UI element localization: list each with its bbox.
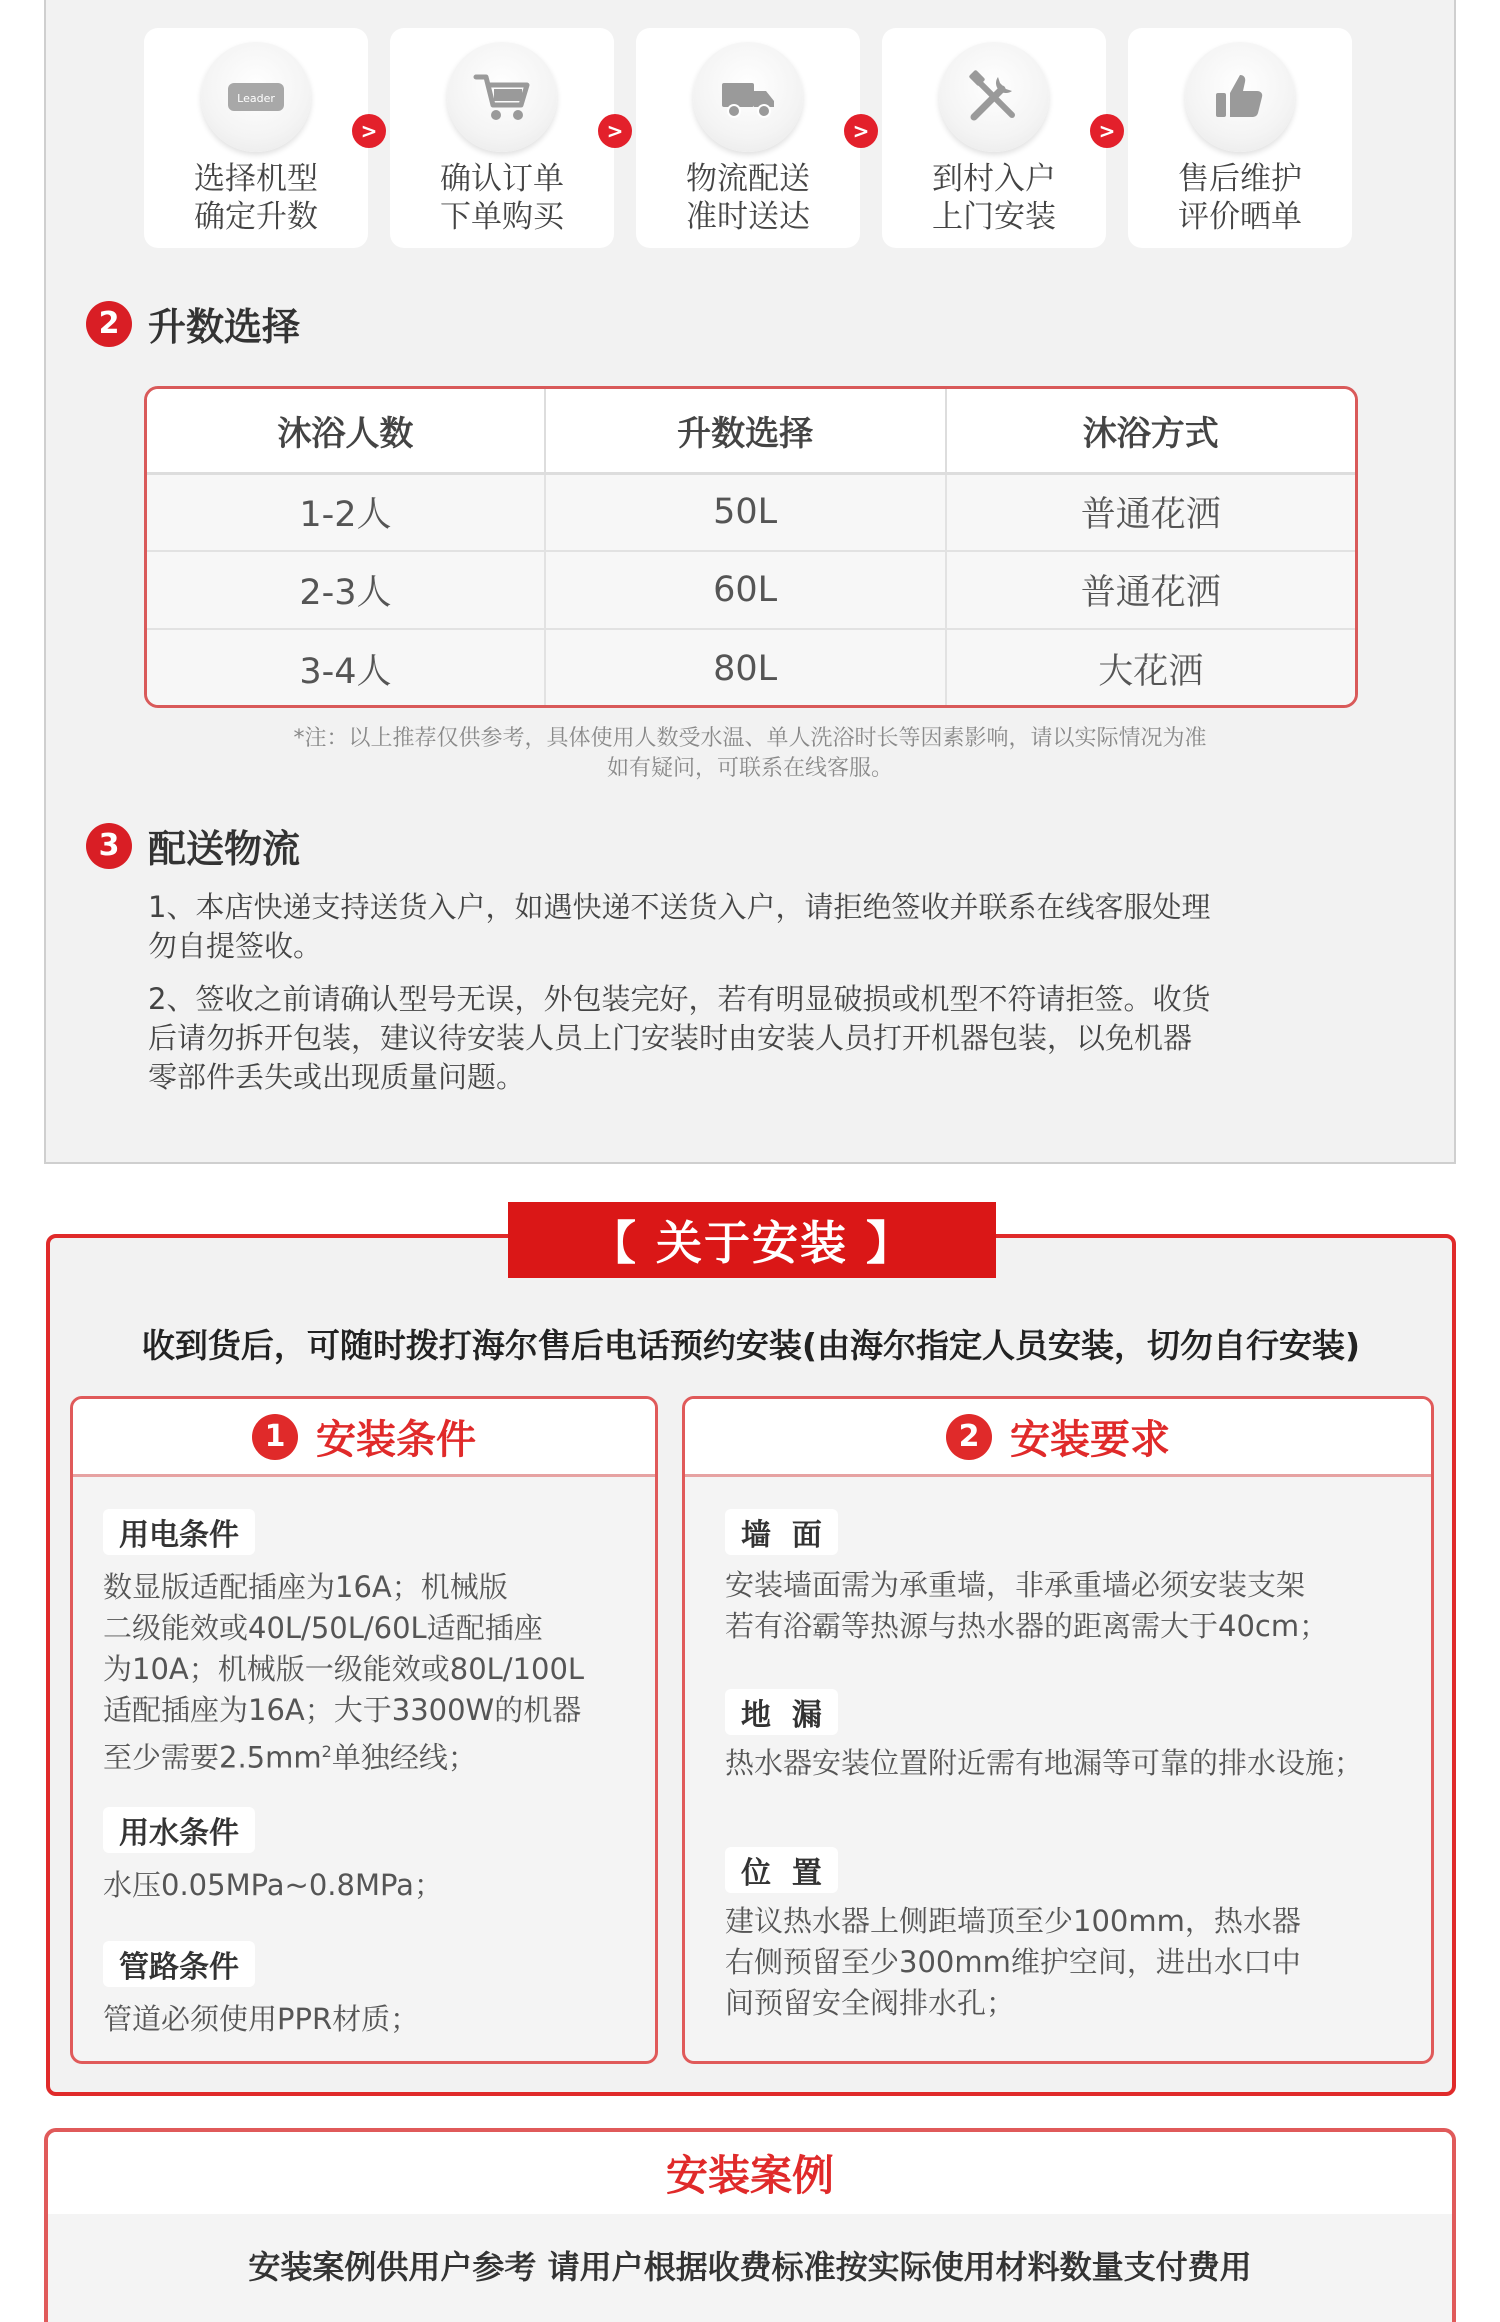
step-label: 到村入户 上门安装 bbox=[932, 161, 1056, 235]
column-header: 升数选择 bbox=[545, 389, 946, 473]
purchase-flow-steps bbox=[46, 0, 1454, 256]
pipe-condition-tag: 管路条件 bbox=[103, 1941, 255, 1987]
step-label: 确认订单 下单购买 bbox=[440, 161, 564, 235]
power-condition-text: 数显版适配插座为16A；机械版 二级能效或40L/50L/60L适配插座 为10A；机械版一级能效或80L/100L 适配插座为16A；大于3300W的机器 至少需要$2.5mm^2$单独经线； bbox=[103, 1570, 585, 1775]
table-row bbox=[147, 629, 1355, 707]
wall-requirement-tag: 墙 面 bbox=[725, 1509, 838, 1555]
step-arrow-icon: > bbox=[844, 114, 878, 148]
table-row bbox=[147, 473, 1355, 551]
capacity-note: *注：以上推荐仅供参考，具体使用人数受水温、单人洗浴时长等因素影响，请以实际情况为准 如有疑问，可联系在线客服。 bbox=[293, 726, 1207, 781]
table-cell: 普通花洒 bbox=[946, 551, 1356, 629]
table-row bbox=[147, 551, 1355, 629]
case-title: 安装案例 bbox=[48, 2132, 1452, 2214]
power-condition-tag: 用电条件 bbox=[103, 1509, 255, 1555]
step-label: 售后维护 评价晒单 bbox=[1178, 161, 1302, 235]
installation-case-section bbox=[44, 2128, 1456, 2322]
step-label: 物流配送 准时送达 bbox=[686, 161, 810, 235]
section-number-badge: 2 bbox=[86, 301, 132, 347]
delivery-truck-icon bbox=[693, 42, 803, 152]
leader-logo-icon bbox=[201, 42, 311, 152]
water-condition-text: 水压0.05MPa~0.8MPa； bbox=[103, 1868, 443, 1902]
box-header bbox=[73, 1399, 655, 1477]
box-number-badge: 2 bbox=[946, 1414, 992, 1460]
section-title: 升数选择 bbox=[148, 305, 301, 349]
step-arrow-icon: > bbox=[598, 114, 632, 148]
drain-requirement-tag: 地 漏 bbox=[725, 1689, 838, 1735]
step-home-install bbox=[882, 28, 1106, 248]
box-number-badge: 1 bbox=[252, 1414, 298, 1460]
column-header: 沐浴人数 bbox=[147, 389, 545, 473]
shopping-cart-icon bbox=[447, 42, 557, 152]
water-condition-tag: 用水条件 bbox=[103, 1807, 255, 1853]
svg-text:Leader: Leader bbox=[237, 92, 275, 105]
table-cell: 80L bbox=[545, 629, 946, 707]
table-cell: 大花洒 bbox=[946, 629, 1356, 707]
table-header-row bbox=[147, 389, 1355, 473]
installation-banner: 【 关于安装 】 bbox=[508, 1202, 996, 1278]
table-cell: 普通花洒 bbox=[946, 473, 1356, 551]
drain-requirement-text: 热水器安装位置附近需有地漏等可靠的排水设施； bbox=[725, 1746, 1364, 1780]
box-title: 安装条件 bbox=[316, 1417, 476, 1463]
purchase-guide-panel bbox=[44, 0, 1456, 1164]
section-number-badge: 3 bbox=[86, 823, 132, 869]
box-title: 安装要求 bbox=[1010, 1417, 1170, 1463]
section-title: 配送物流 bbox=[148, 827, 301, 871]
logistics-section-heading bbox=[86, 818, 300, 873]
step-arrow-icon: > bbox=[352, 114, 386, 148]
table-cell: 1-2人 bbox=[147, 473, 545, 551]
step-arrow-icon: > bbox=[1090, 114, 1124, 148]
table-cell: 60L bbox=[545, 551, 946, 629]
about-installation-section bbox=[46, 1216, 1456, 2096]
step-confirm-order bbox=[390, 28, 614, 248]
installation-conditions-box bbox=[70, 1396, 658, 2064]
table-cell: 50L bbox=[545, 473, 946, 551]
installation-requirements-box bbox=[682, 1396, 1434, 2064]
step-label: 选择机型 确定升数 bbox=[194, 161, 318, 235]
step-logistics bbox=[636, 28, 860, 248]
table-cell: 2-3人 bbox=[147, 551, 545, 629]
thumbs-up-icon bbox=[1185, 42, 1295, 152]
capacity-table bbox=[144, 386, 1358, 708]
position-requirement-tag: 位 置 bbox=[725, 1847, 838, 1893]
step-after-sales bbox=[1128, 28, 1352, 248]
case-description: 安装案例供用户参考 请用户根据收费标准按实际使用材料数量支付费用 bbox=[248, 2248, 1252, 2286]
position-requirement-text: 建议热水器上侧距墙顶至少100mm，热水器 右侧预留至少300mm维护空间，进出水口中 间预留安全阀排水孔； bbox=[725, 1904, 1301, 2020]
step-select-model bbox=[144, 28, 368, 248]
logistics-paragraph-1: 1、本店快递支持送货入户，如遇快递不送货入户，请拒绝签收并联系在线客服处理 勿自提签收。 bbox=[148, 890, 1211, 963]
capacity-section-heading bbox=[86, 296, 300, 351]
box-header bbox=[685, 1399, 1431, 1477]
column-header: 沐浴方式 bbox=[946, 389, 1356, 473]
logistics-paragraph-2: 2、签收之前请确认型号无误，外包装完好，若有明显破损或机型不符请拒签。收货 后请勿拆开包装，建议待安装人员上门安装时由安装人员打开机器包装，以免机器 零部件丢失或出现质量问题。 bbox=[148, 982, 1211, 1094]
installation-intro: 收到货后，可随时拨打海尔售后电话预约安装(由海尔指定人员安装，切勿自行安装) bbox=[141, 1326, 1361, 1365]
wall-requirement-text: 安装墙面需为承重墙，非承重墙必须安装支架 若有浴霸等热源与热水器的距离需大于40cm； bbox=[725, 1568, 1329, 1643]
tools-icon bbox=[939, 42, 1049, 152]
pipe-condition-text: 管道必须使用PPR材质； bbox=[103, 2002, 420, 2036]
table-cell: 3-4人 bbox=[147, 629, 545, 707]
